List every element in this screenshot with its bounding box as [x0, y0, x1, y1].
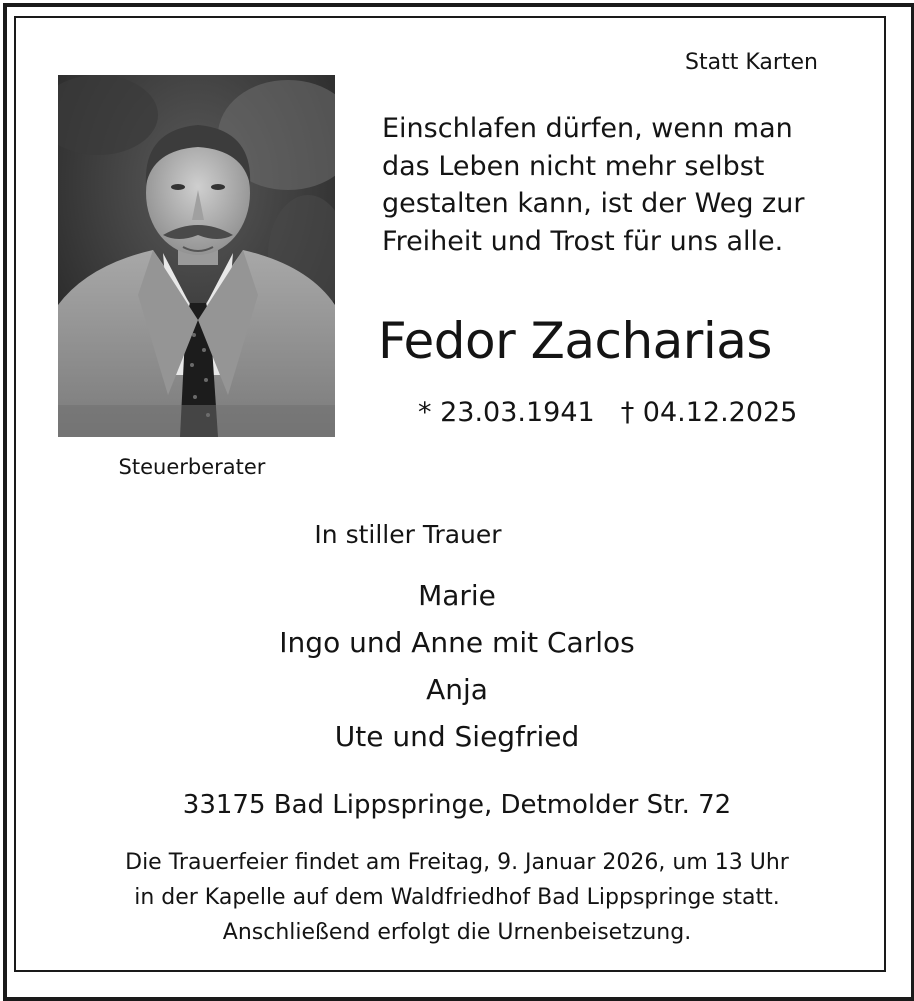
statt-karten-label: Statt Karten	[685, 50, 818, 75]
mourning-intro: In stiller Trauer	[314, 520, 502, 549]
poem-line: Freiheit und Trost für uns alle.	[382, 225, 784, 257]
mourner-name: Ute und Siegfried	[334, 720, 580, 753]
life-dates	[418, 397, 797, 428]
profession-label: Steuerberater	[118, 455, 266, 479]
mourner-name: Marie	[418, 579, 496, 612]
mourner-name: Ingo und Anne mit Carlos	[279, 626, 635, 659]
poem-line: das Leben nicht mehr selbst	[382, 150, 765, 182]
portrait-illustration	[58, 75, 335, 437]
poem-line: gestalten kann, ist der Weg zur	[382, 188, 805, 219]
death-date: † 04.12.2025	[620, 397, 798, 428]
poem-line: Einschlafen dürfen, wenn man	[382, 113, 793, 144]
address: 33175 Bad Lippspringe, Detmolder Str. 72	[182, 790, 732, 820]
notice-line: Die Trauerfeier findet am Freitag, 9. Januar 2026, um 13 Uhr	[125, 850, 789, 875]
portrait-photo	[58, 75, 335, 437]
birth-date: * 23.03.1941	[418, 397, 595, 428]
notice-line: in der Kapelle auf dem Waldfriedhof Bad Lippspringe statt.	[134, 885, 780, 910]
deceased-name: Fedor Zacharias	[378, 312, 772, 370]
funeral-notice	[0, 845, 914, 950]
poem	[382, 110, 804, 260]
mourners-list	[0, 572, 914, 760]
notice-line: Anschließend erfolgt die Urnenbeisetzung.	[222, 920, 692, 945]
mourner-name: Anja	[426, 673, 488, 706]
